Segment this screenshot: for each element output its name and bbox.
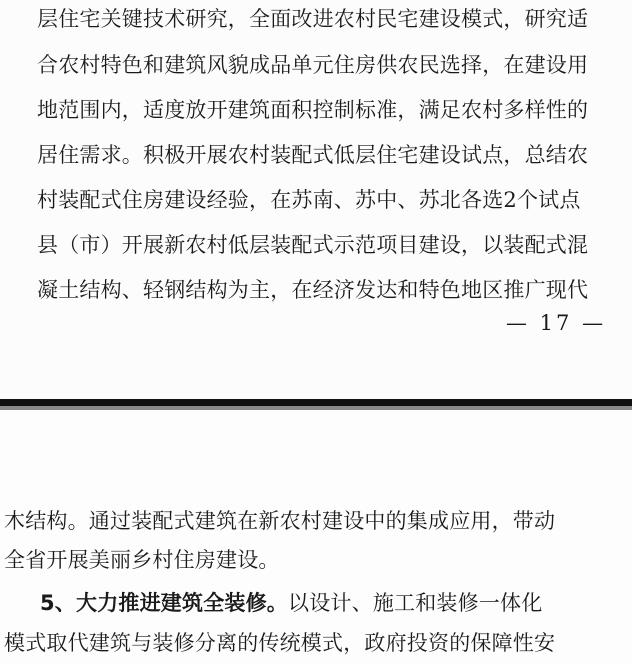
paragraph-line: 合农村特色和建筑风貌成品单元住房供农民选择，在建设用 bbox=[37, 53, 589, 77]
paragraph-line: 模式取代建筑与装修分离的传统模式，政府投资的保障性安 bbox=[4, 631, 556, 655]
section-heading-line bbox=[40, 589, 594, 617]
document-page-18 bbox=[0, 410, 632, 663]
paragraph-line: 地范围内，适度放开建筑面积控制标准，满足农村多样性的 bbox=[37, 98, 589, 122]
paragraph-line: 木结构。通过装配式建筑在新农村建设中的集成应用，带动 bbox=[4, 509, 556, 533]
paragraph-line: 全省开展美丽乡村住房建设。 bbox=[4, 548, 280, 572]
paragraph-line: 层住宅关键技术研究，全面改进农村民宅建设模式，研究适 bbox=[37, 7, 589, 31]
paragraph-line: 县（市）开展新农村低层装配式示范项目建设，以装配式混 bbox=[37, 233, 589, 257]
paragraph-text: 以设计、施工和装修一体化 bbox=[288, 591, 543, 615]
paragraph-line: 居住需求。积极开展农村装配式低层住宅建设试点，总结农 bbox=[37, 143, 589, 167]
page-number: — 17 — bbox=[506, 311, 607, 335]
paragraph-line: 村装配式住房建设经验，在苏南、苏中、苏北各选2个试点 bbox=[37, 188, 581, 212]
section-heading: 5、大力推进建筑全装修。 bbox=[40, 591, 289, 615]
page-divider bbox=[0, 399, 632, 406]
paragraph-line: 凝土结构、轻钢结构为主，在经济发达和特色地区推广现代 bbox=[37, 278, 589, 302]
